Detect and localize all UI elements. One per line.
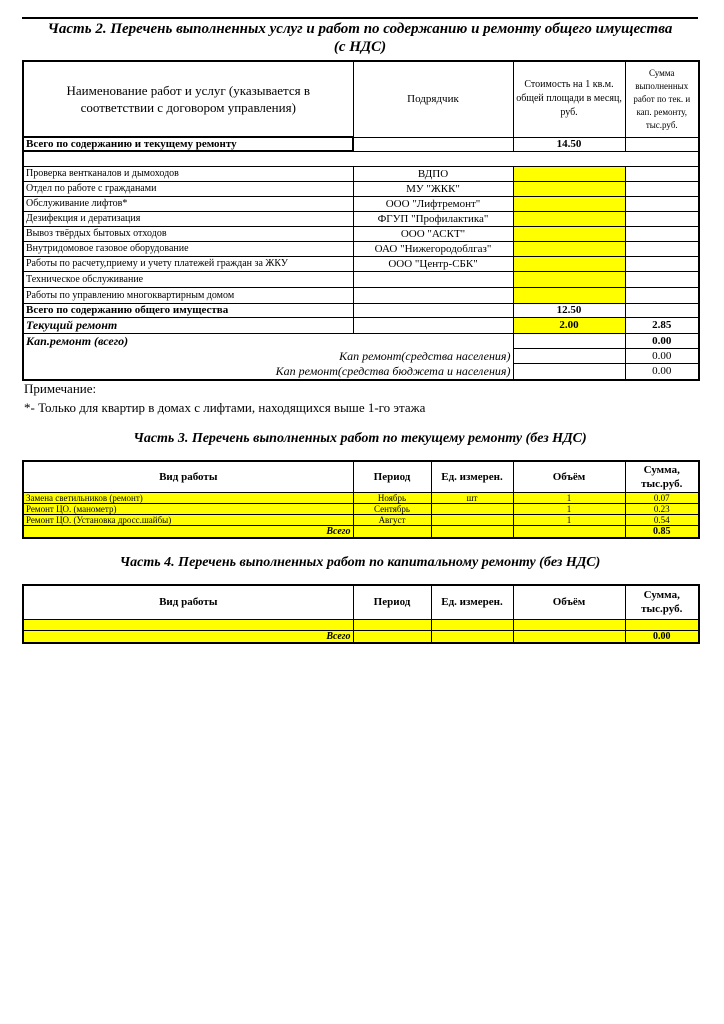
work-period: Ноябрь xyxy=(353,492,431,503)
total-maintenance-label: Всего по содержанию и текущему ремонту xyxy=(23,137,353,151)
header-contractor: Подрядчик xyxy=(353,61,513,137)
work-period: Август xyxy=(353,514,431,525)
part3-header-sum-line2: тыс.руб. xyxy=(641,477,683,490)
total-maintenance-value: 14.50 xyxy=(513,137,625,151)
service-name: Отдел по работе с гражданами xyxy=(23,181,353,196)
cap-repair-row xyxy=(23,333,699,349)
part4-header-row xyxy=(23,585,699,619)
header-sum: Сумма выполненных работ по тек. и кап. ремонту, тыс.руб. xyxy=(625,61,699,137)
note-label: Примечание: xyxy=(24,381,97,396)
service-row xyxy=(23,271,699,287)
part3-header-unit: Ед. измерен. xyxy=(431,461,513,492)
part3-title: Часть 3. Перечень выполненных работ по текущему ремонту (без НДС) xyxy=(133,431,587,446)
service-contractor: ВДПО xyxy=(353,166,513,181)
table-row xyxy=(23,492,699,503)
service-name: Проверка вентканалов и дымоходов xyxy=(23,166,353,181)
table-row xyxy=(23,619,699,630)
work-sum: 0.07 xyxy=(625,492,699,503)
part4-table xyxy=(22,584,700,644)
work-name: Ремонт ЦО. (Установка дросс.шайбы) xyxy=(23,514,353,525)
service-row xyxy=(23,181,699,196)
current-repair-sum: 2.85 xyxy=(625,317,699,333)
blank-row xyxy=(23,151,699,166)
work-period: Сентябрь xyxy=(353,503,431,514)
work-volume: 1 xyxy=(513,503,625,514)
part4-header-sum-line1: Сумма, xyxy=(643,589,680,602)
total-common-row xyxy=(23,303,699,317)
part4-header-work: Вид работы xyxy=(23,585,353,619)
current-repair-label: Текущий ремонт xyxy=(23,317,353,333)
part4-header-volume: Объём xyxy=(513,585,625,619)
cap-budget-row xyxy=(23,364,699,380)
service-row xyxy=(23,166,699,181)
cap-population-sum: 0.00 xyxy=(625,349,699,364)
part4-total-sum: 0.00 xyxy=(625,630,699,643)
service-name: Техническое обслуживание xyxy=(23,271,353,287)
work-volume: 1 xyxy=(513,514,625,525)
part2-top-rule xyxy=(22,17,698,19)
service-row xyxy=(23,241,699,256)
cap-budget-sum: 0.00 xyxy=(625,364,699,380)
part4-header-sum xyxy=(625,585,699,619)
part3-header-volume: Объём xyxy=(513,461,625,492)
service-contractor: ООО "Лифтремонт" xyxy=(353,196,513,211)
part3-header-sum xyxy=(625,461,699,492)
service-row xyxy=(23,256,699,271)
work-unit xyxy=(431,514,513,525)
service-contractor: ООО "АСКТ" xyxy=(353,226,513,241)
work-unit xyxy=(431,503,513,514)
work-name: Замена светильников (ремонт) xyxy=(23,492,353,503)
current-repair-row xyxy=(23,317,699,333)
total-common-label: Всего по содержанию общего имущества xyxy=(23,303,353,317)
part3-header-work: Вид работы xyxy=(23,461,353,492)
cap-population-label: Кап ремонт(средства населения) xyxy=(23,349,513,364)
cap-repair-sum: 0.00 xyxy=(625,333,699,349)
part3-header-sum-line1: Сумма, xyxy=(643,463,680,476)
part3-header-row xyxy=(23,461,699,492)
cap-repair-label: Кап.ремонт (всего) xyxy=(23,333,353,349)
service-contractor: МУ "ЖКК" xyxy=(353,181,513,196)
service-contractor: ООО "Центр-СБК" xyxy=(353,256,513,271)
part2-title-line2: (с НДС) xyxy=(333,39,387,55)
part4-header-period: Период xyxy=(353,585,431,619)
cap-budget-label: Кап ремонт(средства бюджета и населения) xyxy=(23,364,513,380)
service-name: Вывоз твёрдых бытовых отходов xyxy=(23,226,353,241)
service-name: Работы по расчету,приему и учету платежей граждан за ЖКУ xyxy=(23,256,353,271)
part4-total-row xyxy=(23,630,699,643)
service-name: Работы по управлению многоквартирным домом xyxy=(23,287,353,303)
service-contractor xyxy=(353,287,513,303)
service-row xyxy=(23,287,699,303)
work-sum: 0.54 xyxy=(625,514,699,525)
work-name: Ремонт ЦО. (манометр) xyxy=(23,503,353,514)
service-name: Обслуживание лифтов* xyxy=(23,196,353,211)
table-row xyxy=(23,503,699,514)
work-sum: 0.23 xyxy=(625,503,699,514)
service-name: Внутридомовое газовое оборудование xyxy=(23,241,353,256)
service-contractor xyxy=(353,271,513,287)
part2-header-row xyxy=(23,61,699,137)
total-common-value: 12.50 xyxy=(513,303,625,317)
part3-total-label: Всего xyxy=(23,525,353,538)
service-row xyxy=(23,226,699,241)
service-name: Дезифекция и дератизация xyxy=(23,211,353,226)
service-contractor: ФГУП "Профилактика" xyxy=(353,211,513,226)
service-contractor: ОАО "Нижегородоблгаз" xyxy=(353,241,513,256)
header-cost: Стоимость на 1 кв.м. общей площади в месяц, руб. xyxy=(513,61,625,137)
part2-title xyxy=(22,20,698,56)
cap-population-row xyxy=(23,349,699,364)
part3-table xyxy=(22,460,700,539)
part2-table xyxy=(22,60,700,381)
work-unit: шт xyxy=(431,492,513,503)
work-volume: 1 xyxy=(513,492,625,503)
table-row xyxy=(23,514,699,525)
service-row xyxy=(23,211,699,226)
service-row xyxy=(23,196,699,211)
part3-header-period: Период xyxy=(353,461,431,492)
part2-title-line1: Часть 2. Перечень выполненных услуг и работ по содержанию и ремонту общего имущества xyxy=(47,21,673,37)
part4-title: Часть 4. Перечень выполненных работ по капитальному ремонту (без НДС) xyxy=(119,555,601,570)
total-maintenance-row xyxy=(23,137,699,151)
header-name: Наименование работ и услуг (указывается в соответствии с договором управления) xyxy=(23,61,353,137)
part3-total-sum: 0.85 xyxy=(625,525,699,538)
current-repair-cost: 2.00 xyxy=(513,317,625,333)
part3-total-row xyxy=(23,525,699,538)
part4-total-label: Всего xyxy=(23,630,353,643)
part4-header-unit: Ед. измерен. xyxy=(431,585,513,619)
part4-header-sum-line2: тыс.руб. xyxy=(641,603,683,616)
note-text: *- Только для квартир в домах с лифтами, находящихся выше 1-го этажа xyxy=(24,400,426,415)
